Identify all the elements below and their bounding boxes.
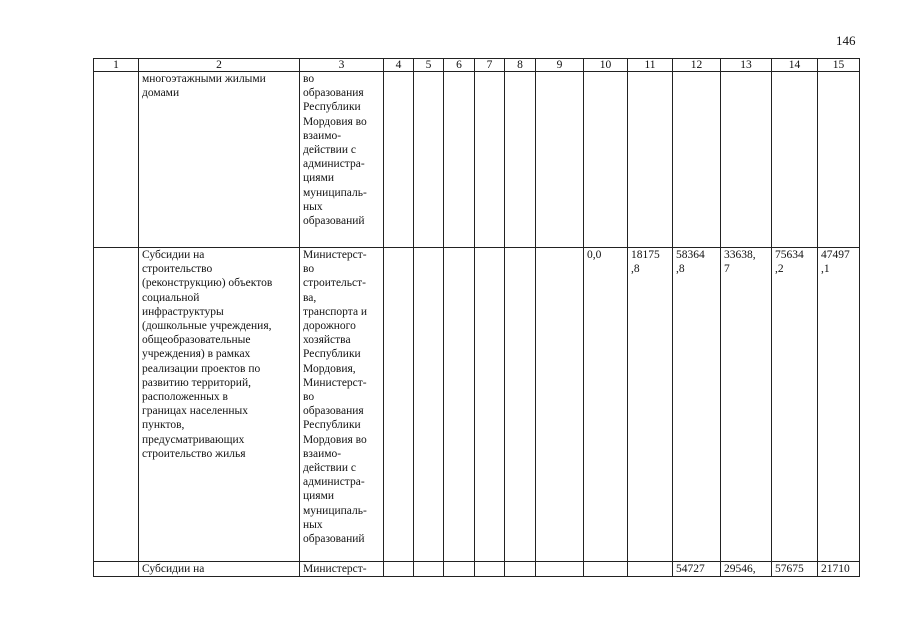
table-cell <box>818 72 860 248</box>
table-cell <box>475 72 505 248</box>
column-header: 5 <box>414 59 444 72</box>
column-header: 3 <box>300 59 384 72</box>
column-header: 9 <box>536 59 584 72</box>
table-cell <box>628 72 673 248</box>
table-cell: 18175 ,8 <box>628 248 673 562</box>
column-header: 14 <box>772 59 818 72</box>
table-cell: 47497 ,1 <box>818 248 860 562</box>
table-cell: 58364 ,8 <box>673 248 721 562</box>
table-cell <box>673 72 721 248</box>
table-cell <box>536 72 584 248</box>
table-cell <box>536 248 584 562</box>
table-cell-description: многоэтажными жилыми домами <box>139 72 300 248</box>
table-cell <box>384 248 414 562</box>
table-cell <box>94 562 139 577</box>
table-cell <box>444 248 475 562</box>
column-header: 6 <box>444 59 475 72</box>
page-number: 146 <box>836 33 856 48</box>
table-cell: 0,0 <box>584 248 628 562</box>
table-cell: 57675 <box>772 562 818 577</box>
column-header: 8 <box>505 59 536 72</box>
table-cell: 29546, <box>721 562 772 577</box>
header-row <box>94 59 860 72</box>
table-cell <box>384 72 414 248</box>
column-header: 11 <box>628 59 673 72</box>
column-header: 4 <box>384 59 414 72</box>
column-header: 1 <box>94 59 139 72</box>
table-cell <box>444 72 475 248</box>
table-cell-responsible: Министерст- <box>300 562 384 577</box>
column-header: 12 <box>673 59 721 72</box>
table-cell: 21710 <box>818 562 860 577</box>
column-header: 2 <box>139 59 300 72</box>
table-cell <box>721 72 772 248</box>
table-cell <box>475 248 505 562</box>
table-cell-responsible: Министерст- во строительст- ва, транспорта и дорожного хозяйства Республики Мордовия, Министерст- во образования Республики Мордовия во взаимо- действии с администра- циями муниципаль- ных образований <box>300 248 384 562</box>
table-row <box>94 562 860 577</box>
table-row <box>94 248 860 562</box>
table-cell <box>505 562 536 577</box>
table-cell <box>628 562 673 577</box>
data-table <box>93 58 860 577</box>
table-cell <box>536 562 584 577</box>
table-cell <box>384 562 414 577</box>
table-cell-responsible: во образования Республики Мордовия во взаимо- действии с администра- циями муниципаль- ных образований <box>300 72 384 248</box>
table-cell <box>94 72 139 248</box>
table-cell <box>414 248 444 562</box>
table-cell <box>475 562 505 577</box>
table-cell <box>414 562 444 577</box>
table-cell-description: Субсидии на строительство (реконструкцию) объектов социальной инфраструктуры (дошкольные учреждения, общеобразовательные учреждения) в рамках реализации проектов по развитию территорий, расположенных в границах населенных пунктов, предусматривающих строительство жилья <box>139 248 300 562</box>
column-header: 10 <box>584 59 628 72</box>
column-header: 13 <box>721 59 772 72</box>
table-cell <box>505 72 536 248</box>
table-cell <box>584 562 628 577</box>
table-cell <box>444 562 475 577</box>
table-row <box>94 72 860 248</box>
table-cell: 33638, 7 <box>721 248 772 562</box>
column-header: 7 <box>475 59 505 72</box>
table-cell <box>505 248 536 562</box>
column-header: 15 <box>818 59 860 72</box>
table-cell <box>414 72 444 248</box>
table-cell <box>584 72 628 248</box>
table-cell <box>94 248 139 562</box>
table-cell: 75634 ,2 <box>772 248 818 562</box>
table-cell-description: Субсидии на <box>139 562 300 577</box>
table-cell: 54727 <box>673 562 721 577</box>
table-cell <box>772 72 818 248</box>
